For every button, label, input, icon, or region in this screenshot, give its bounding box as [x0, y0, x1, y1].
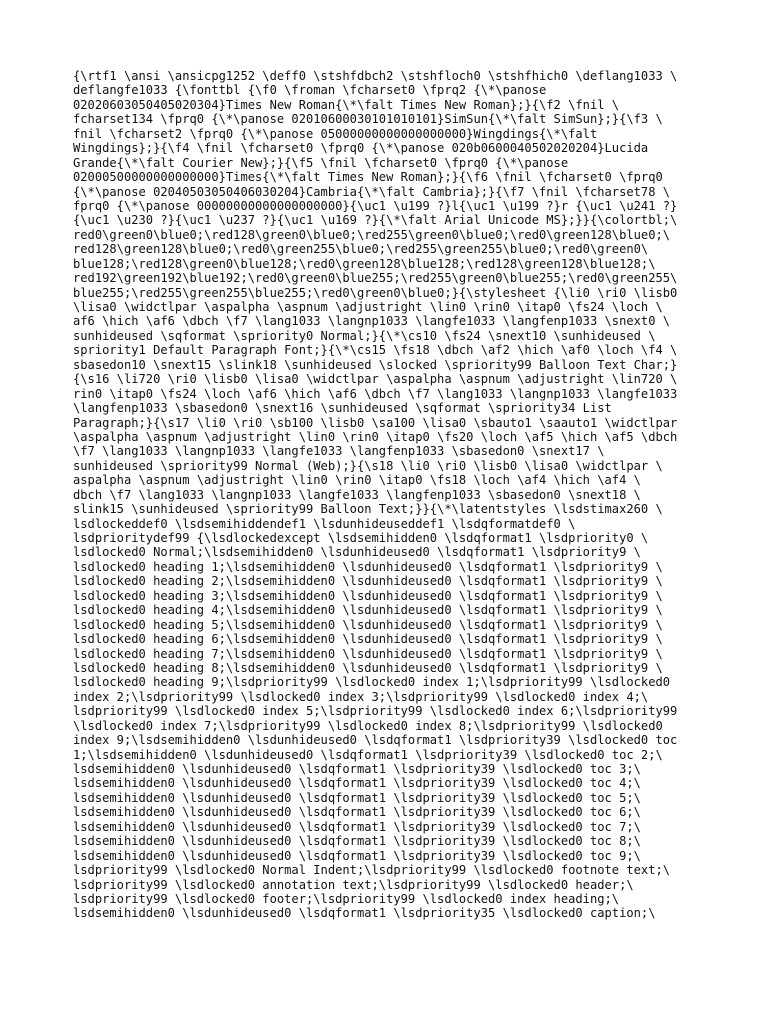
text-line: lsdlocked0 heading 1;\lsdsemihidden0 \lsdunhideused0 \lsdqformat1 \lsdpriority9 \ — [73, 559, 663, 574]
text-line: lsdlocked0 heading 9;\lsdpriority99 \lsdlocked0 index 1;\lsdpriority99 \lsdlocked0 — [73, 675, 671, 690]
text-line: \f7 \lang1033 \langnp1033 \langfe1033 \langfenp1033 \sbasedon0 \snext17 \ — [73, 444, 605, 459]
text-line: 1;\lsdsemihidden0 \lsdunhideused0 \lsdqformat1 \lsdpriority39 \lsdlocked0 toc 2;\ — [73, 747, 663, 762]
text-line: lsdsemihidden0 \lsdunhideused0 \lsdqformat1 \lsdpriority39 \lsdlocked0 toc 4;\ — [73, 776, 641, 791]
text-line: lsdsemihidden0 \lsdunhideused0 \lsdqformat1 \lsdpriority39 \lsdlocked0 toc 7;\ — [73, 819, 641, 834]
text-line: lsdlocked0 heading 4;\lsdsemihidden0 \lsdunhideused0 \lsdqformat1 \lsdpriority9 \ — [73, 603, 663, 618]
text-line: {\rtf1 \ansi \ansicpg1252 \deff0 \stshfdbch2 \stshfloch0 \stshfhich0 \deflang1033 \ — [73, 69, 678, 83]
text-line: af6 \hich \af6 \dbch \f7 \lang1033 \langnp1033 \langfe1033 \langfenp1033 \snext0 \ — [73, 314, 671, 329]
text-line: blue128;\red128\green0\blue128;\red0\green128\blue128;\red128\green128\blue128;\ — [73, 256, 656, 271]
text-line: index 9;\lsdsemihidden0 \lsdunhideused0 \lsdqformat1 \lsdpriority39 \lsdlocked0 toc — [73, 733, 678, 748]
text-line: 02000500000000000000}Times{\*\falt Times New Roman};}{\f6 \fnil \fcharset0 \fprq0 — [73, 170, 663, 185]
text-line: lsdlocked0 heading 3;\lsdsemihidden0 \lsdunhideused0 \lsdqformat1 \lsdpriority9 \ — [73, 588, 663, 603]
text-line: lsdsemihidden0 \lsdunhideused0 \lsdqformat1 \lsdpriority39 \lsdlocked0 toc 6;\ — [73, 805, 641, 820]
text-line: index 2;\lsdpriority99 \lsdlocked0 index 3;\lsdpriority99 \lsdlocked0 index 4;\ — [73, 689, 649, 704]
text-line: red128\green128\blue0;\red0\green255\blue0;\red255\green255\blue0;\red0\green0\ — [73, 242, 649, 257]
text-line: aspalpha \aspnum \adjustright \lin0 \rin0 \itap0 \fs18 \loch \af4 \hich \af4 \ — [73, 473, 641, 488]
text-line: lsdsemihidden0 \lsdunhideused0 \lsdqformat1 \lsdpriority39 \lsdlocked0 toc 3;\ — [73, 762, 641, 776]
text-line: {\*\panose 02040503050406030204}Cambria{\*\falt Cambria};}{\f7 \fnil \fcharset78 \ — [73, 184, 671, 199]
text-line: lsdlocked0 Normal;\lsdsemihidden0 \lsdunhideused0 \lsdqformat1 \lsdpriority9 \ — [73, 545, 641, 560]
text-line: rin0 \itap0 \fs24 \loch \af6 \hich \af6 \dbch \f7 \lang1033 \langnp1033 \langfe1033 — [73, 386, 678, 401]
text-line: {\s16 \li720 \ri0 \lisb0 \lisa0 \widctlpar \aspalpha \aspnum \adjustright \lin720 \ — [73, 372, 678, 387]
rtf-source-text — [73, 69, 753, 921]
text-line: lsdsemihidden0 \lsdunhideused0 \lsdqformat1 \lsdpriority39 \lsdlocked0 toc 9;\ — [73, 848, 641, 863]
text-line: lsdlocked0 heading 2;\lsdsemihidden0 \lsdunhideused0 \lsdqformat1 \lsdpriority9 \ — [73, 574, 663, 589]
text-line: Wingdings};}{\f4 \fnil \fcharset0 \fprq0 {\*\panose 020b0600040502020204}Lucida — [73, 141, 649, 156]
text-line: deflangfe1033 {\fonttbl {\f0 \froman \fcharset0 \fprq2 {\*\panose — [73, 83, 547, 98]
text-line: red0\green0\blue0;\red128\green0\blue0;\red255\green0\blue0;\red0\green128\blue0;\ — [73, 227, 671, 242]
text-line: lsdprioritydef99 {\lsdlockedexcept \lsdsemihidden0 \lsdqformat1 \lsdpriority0 \ — [73, 531, 649, 545]
text-line: lsdpriority99 \lsdlocked0 footer;\lsdpriority99 \lsdlocked0 index heading;\ — [73, 891, 620, 906]
text-line: lsdlocked0 heading 6;\lsdsemihidden0 \lsdunhideused0 \lsdqformat1 \lsdpriority9 \ — [73, 632, 663, 647]
text-line: lsdsemihidden0 \lsdunhideused0 \lsdqformat1 \lsdpriority39 \lsdlocked0 toc 8;\ — [73, 834, 641, 849]
text-line: 02020603050405020304}Times New Roman{\*\falt Times New Roman};}{\f2 \fnil \ — [73, 97, 620, 112]
text-line: \aspalpha \aspnum \adjustright \lin0 \rin0 \itap0 \fs20 \loch \af5 \hich \af5 \dbch — [73, 429, 678, 444]
text-line: lsdpriority99 \lsdlocked0 Normal Indent;\lsdpriority99 \lsdlocked0 footnote text;\ — [73, 863, 671, 878]
text-line: \lsdlocked0 index 7;\lsdpriority99 \lsdlocked0 index 8;\lsdpriority99 \lsdlocked0 — [73, 718, 663, 733]
text-line: lsdpriority99 \lsdlocked0 annotation text;\lsdpriority99 \lsdlocked0 header;\ — [73, 877, 634, 892]
text-line: fprq0 {\*\panose 00000000000000000000}{\uc1 \u199 ?}l{\uc1 \u199 ?}r {\uc1 \u241 ?} — [73, 198, 678, 213]
text-line: lsdsemihidden0 \lsdunhideused0 \lsdqformat1 \lsdpriority39 \lsdlocked0 toc 5;\ — [73, 790, 641, 805]
text-line: slink15 \sunhideused \spriority99 Balloon Text;}}{\*\latentstyles \lsdstimax260 \ — [73, 502, 663, 517]
text-line: sbasedon10 \snext15 \slink18 \sunhideused \slocked \spriority99 Balloon Text Char;} — [73, 357, 678, 372]
text-line: fnil \fcharset2 \fprq0 {\*\panose 05000000000000000000}Wingdings{\*\falt — [73, 126, 598, 141]
text-line: {\uc1 \u230 ?}{\uc1 \u237 ?}{\uc1 \u169 ?}{\*\falt Arial Unicode MS};}}{\colortbl;\ — [73, 213, 678, 228]
text-line: dbch \f7 \lang1033 \langnp1033 \langfe1033 \langfenp1033 \sbasedon0 \snext18 \ — [73, 487, 641, 502]
text-line: lsdsemihidden0 \lsdunhideused0 \lsdqformat1 \lsdpriority35 \lsdlocked0 caption;\ — [73, 906, 656, 921]
text-line: sunhideused \sqformat \spriority0 Normal;}{\*\cs10 \fs24 \snext10 \sunhideused \ — [73, 328, 656, 343]
text-line: \lisa0 \widctlpar \aspalpha \aspnum \adjustright \lin0 \rin0 \itap0 \fs24 \loch \ — [73, 300, 663, 314]
text-line: fcharset134 \fprq0 {\*\panose 02010600030101010101}SimSun{\*\falt SimSun};}{\f3 \ — [73, 112, 663, 127]
text-line: red192\green192\blue192;\red0\green0\blue255;\red255\green0\blue255;\red0\green255\ — [73, 271, 678, 286]
text-line: Paragraph;}{\s17 \li0 \ri0 \sb100 \lisb0 \sa100 \lisa0 \sbauto1 \saauto1 \widctlpar — [73, 415, 678, 430]
text-line: lsdlocked0 heading 5;\lsdsemihidden0 \lsdunhideused0 \lsdqformat1 \lsdpriority9 \ — [73, 617, 663, 632]
text-line: lsdlockeddef0 \lsdsemihiddendef1 \lsdunhideuseddef1 \lsdqformatdef0 \ — [73, 516, 576, 531]
text-line: blue255;\red255\green255\blue255;\red0\green0\blue0;}{\stylesheet {\li0 \ri0 \lisb0 — [73, 285, 678, 300]
text-line: \langfenp1033 \sbasedon0 \snext16 \sunhideused \sqformat \spriority34 List — [73, 401, 612, 416]
text-line: lsdlocked0 heading 7;\lsdsemihidden0 \lsdunhideused0 \lsdqformat1 \lsdpriority9 \ — [73, 646, 663, 661]
text-line: spriority1 Default Paragraph Font;}{\*\cs15 \fs18 \dbch \af2 \hich \af0 \loch \f4 \ — [73, 343, 678, 358]
text-line: Grande{\*\falt Courier New};}{\f5 \fnil \fcharset0 \fprq0 {\*\panose — [73, 155, 569, 170]
text-line: sunhideused \spriority99 Normal (Web);}{\s18 \li0 \ri0 \lisb0 \lisa0 \widctlpar \ — [73, 458, 663, 473]
text-line: lsdlocked0 heading 8;\lsdsemihidden0 \lsdunhideused0 \lsdqformat1 \lsdpriority9 \ — [73, 660, 663, 675]
text-line: lsdpriority99 \lsdlocked0 index 5;\lsdpriority99 \lsdlocked0 index 6;\lsdpriority99 — [73, 704, 678, 719]
